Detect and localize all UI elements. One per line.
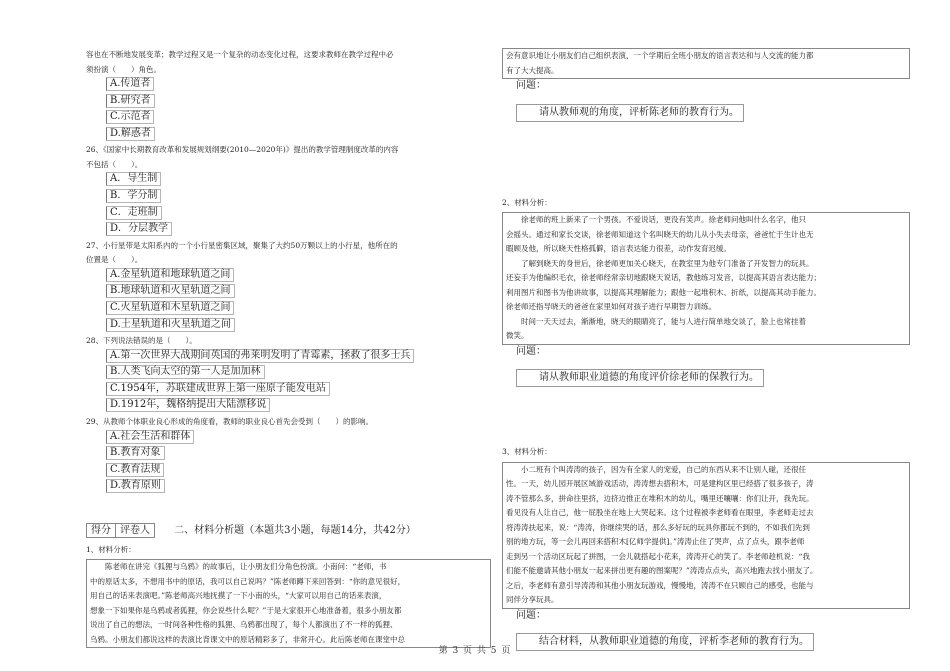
material-1-line: 会有意识地让小朋友们自己组织表演，一个学期后全班小朋友的语言表达和与人交流的能力都 (506, 51, 814, 60)
material-1-line: 想象一下如果你是乌鸦或者狐狸，你会说些什么呢？”于是大家很开心地准备着，很多小朋友都 (90, 605, 402, 615)
q26-option-d: D．分层教学 (106, 222, 172, 236)
material-1-label: 1、材料分析： (86, 544, 136, 554)
material-2-line: 时间一天天过去，渐渐地，晓天的眼睛亮了，能与人进行简单地交谈了，脸上也常挂着 (506, 316, 806, 326)
material-2-line: 徐老师还指导晓天的爸爸在家里如何对孩子进行早期智力训练。 (506, 302, 716, 311)
material-1-line: 陈老师在讲完《狐狸与乌鸦》的故事后，让小朋友们分角色扮演。小南问：“老师，书 (90, 562, 387, 572)
question-26 (86, 143, 491, 236)
material-2-line: 暇顾及他，所以晓天性格孤僻，语言表达能力很差，动作发育迟缓。 (506, 244, 731, 253)
section-header (86, 518, 491, 541)
q25-option-b: B.研究者 (106, 94, 155, 108)
material-1-line: 用自己的话来表演吧。”陈老师高兴地抚摸了一下小南的头，“大家可以用自己的话来表演， (90, 591, 387, 601)
q27-option-d: D.土星轨道和火星轨道之间 (106, 318, 235, 332)
question-27 (86, 239, 491, 332)
reviewer-label: 评卷人 (120, 524, 150, 536)
material-1-passage (86, 559, 491, 648)
q25-text-line: 须扮演（ ）角色。 (86, 64, 161, 74)
material-3-line: 同伴分享玩具。 (506, 595, 559, 604)
material-1-question: 请从教师观的角度，评析陈老师的教育行为。 (516, 104, 744, 122)
q26-text-line: 不包括（ ）。 (86, 159, 143, 169)
material-3-line: 性。一天，幼儿园开展区域游戏活动，涛涛想去搭积木，可是建构区里已经搭了很多孩子，涛 (506, 479, 814, 488)
q27-text-line: 位置是（ ）。 (86, 255, 143, 265)
q27-option-a: A.金星轨道和地球轨道之间 (106, 268, 234, 282)
q25-option-a: A.传道者 (106, 77, 154, 91)
material-2-line: 还妄手为他编织毛衣，徐老师经常亲切地跟晓天说话，教他练习发音，以提高其语言表达能力； (506, 273, 821, 282)
material-1-continuation (502, 48, 910, 79)
q29-option-d: D.教育原则 (106, 479, 165, 493)
question-29 (86, 415, 491, 493)
material-1-line: 有了大大提高。 (506, 65, 559, 75)
material-1-question-label: 问题： (516, 80, 546, 91)
score-box (86, 523, 155, 538)
question-25 (86, 48, 491, 141)
material-3-line: 之后，李老师有意引导涛涛和其他小朋友玩游戏，慢慢地，涛涛不在只顾自己的感受，也能与 (506, 580, 814, 590)
material-2-line: 利用图片和图书为他讲故事，以提高其理解能力；跟他一起堆积木、折纸，以提高其动手能力。 (506, 287, 821, 297)
material-3-question: 结合材料，从教师职业道德的角度，评析李老师的教育行为。 (516, 633, 814, 651)
q26-option-c: C．走班制 (106, 206, 162, 220)
material-3-line: 小二班有个叫涛涛的孩子，因为有全家人的宠爱，自己的东西从来不让别人碰，还很任 (506, 464, 806, 474)
q29-text: 29、从教师个体职业良心形成的角度看，教师的职业良心首先会受到（ ）的影响。 (86, 417, 374, 426)
page-footer: 第 3 页 共 5 页 (438, 646, 512, 656)
q28-option-d: D.1912年，魏格纳提出大陆漂移说 (106, 398, 270, 412)
q25-option-c: C.示范者 (106, 110, 154, 124)
q27-option-b: B.地球轨道和火星轨道之间 (106, 284, 235, 298)
material-2-line: 微笑。 (506, 331, 529, 340)
score-label: 得分 (87, 524, 116, 537)
material-3-passage (502, 462, 910, 609)
material-3-label: 3、材料分析： (502, 447, 552, 456)
q29-option-a: A.社会生活和群体 (106, 430, 194, 444)
material-2-line: 了解到晓天的身世后，徐老师更加关心晓天，在教室里为他专门准备了开发智力的玩具。 (506, 258, 814, 268)
question-28 (86, 334, 491, 412)
q27-option-c: C.火星轨道和木星轨道之间 (106, 301, 234, 315)
q28-option-a: A.第一次世界大战期间英国的弗莱明发明了青霉素，拯救了很多士兵 (106, 349, 414, 363)
material-2-passage (502, 212, 910, 345)
q26-option-b: B．学分制 (106, 189, 161, 203)
material-2-line: 会摇头。通过和家长交谈，徐老师知道这个名叫晓天的幼儿从小失去母亲，爸爸忙于生计也无 (506, 229, 814, 239)
q28-text: 28、下列说法错误的是（ ）。 (86, 336, 197, 346)
material-3-line: 涛不管那么多，拼命往里挤，边挤边推正在堆积木的幼儿，嘴里还嚷嚷：你们让开，我先玩。 (506, 493, 814, 503)
material-3-question-label: 问题： (516, 609, 546, 621)
q28-option-c: C.1954年，苏联建成世界上第一座原子能发电站 (106, 382, 330, 396)
right-column (502, 48, 910, 661)
material-1-line: 乌鸦。小朋友们都说这样的表演比背课文中的原话精彩多了，非常开心。此后陈老师在课堂中总 (90, 634, 405, 644)
q29-option-c: C.教育法规 (106, 463, 164, 477)
material-2-question: 请从教师职业道德的角度评价徐老师的保教行为。 (516, 369, 764, 387)
q25-option-d: D.解惑者 (106, 127, 155, 141)
q27-text-line: 27、小行星带是太阳系内的一个小行星密集区域，聚集了大约50万颗以上的小行星，他所在的 (86, 240, 398, 250)
material-3-line: 将涛涛扶起来，说：“涛涛，你继续哭的话，那么多好玩的玩具你都玩不到的，不如我们先到 (506, 522, 810, 532)
section-title: 二、材料分析题（本题共3小题，每题14分，共42分） (174, 524, 416, 536)
material-2-line: 徐老师的班上新来了一个男孩。不爱说话，更没有笑声。徐老师问他叫什么名字，他只 (506, 215, 806, 224)
material-3-line: 看见没有人让自己，他一屁股坐在地上大哭起来。这个过程被李老师看在眼里，李老师走过去 (506, 508, 814, 517)
q29-option-b: B.教育对象 (106, 446, 165, 460)
material-1-line: 说出了自己的想法，一时间各种性格的狐狸、乌鸦都出现了，每个人都演出了不一样的狐狸、 (90, 620, 398, 630)
material-3-line: 走到另一个活动区玩起了拼图，一会儿就搭起小花来，涛涛开心的笑了。李老师趁机说：“我 (506, 551, 810, 561)
material-2-label: 2、材料分析： (502, 197, 552, 207)
q26-option-a: A．导生制 (106, 172, 161, 186)
material-3-line: 别的地方玩，等一会儿再回来搭积木[亿师学提供]。”涛涛止住了哭声，点了点头，跟李老师 (506, 537, 805, 546)
material-3-line: 们能不能邀请其他小朋友一起来拼出更有趣的图案呢？”涛涛点点头，高兴地跑去找小朋友了。 (506, 566, 818, 575)
left-column (86, 48, 491, 648)
material-1-line: 中的原话太多，不想用书中的原话，我可以自己说吗？”陈老师蹲下来回答到：“你的意见很好， (90, 576, 406, 586)
q28-option-b: B.人类飞向太空的第一人是加加林 (106, 365, 265, 379)
material-2-question-label: 问题： (516, 345, 546, 357)
q25-text-line: 容也在不断地发展变革；教学过程又是一个复杂的动态变化过程，这要求教师在教学过程中必 (86, 50, 394, 59)
q26-text-line: 26、《国家中长期教育改革和发展规划纲要(2010—2020年)》提出的教学管理制度改革的内容 (86, 145, 399, 155)
